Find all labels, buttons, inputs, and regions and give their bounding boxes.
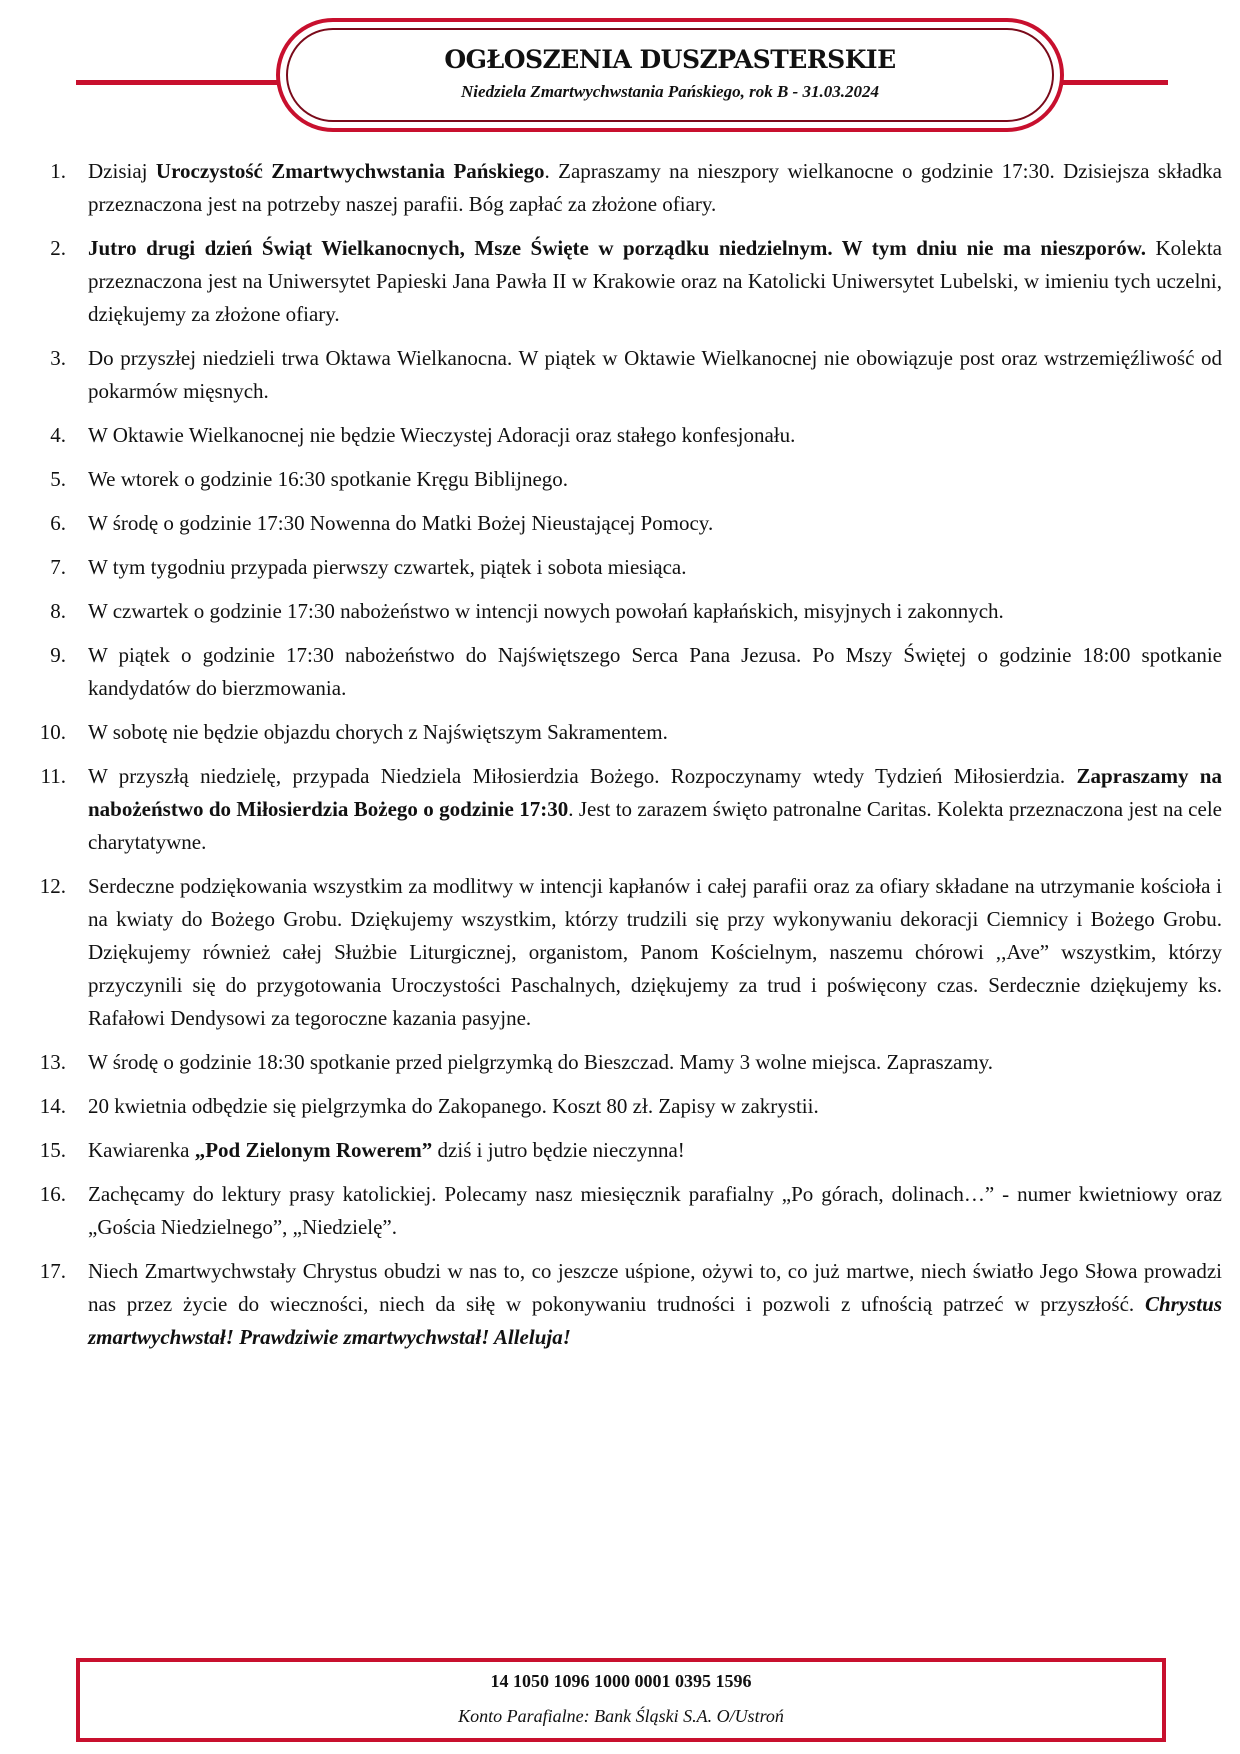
announcement-text bbox=[88, 419, 1222, 452]
announcement-item bbox=[22, 463, 1222, 496]
announcement-text bbox=[88, 155, 1222, 221]
announcement-item bbox=[22, 716, 1222, 749]
announcement-number: 15. bbox=[39, 1138, 66, 1162]
text-segment: dziś i jutro będzie nieczynna! bbox=[432, 1138, 685, 1162]
announcement-number: 13. bbox=[39, 1050, 66, 1074]
emphasized-text: Zapraszamy na nabożeństwo do Miłosierdzia Bożego o godzinie 17:30 bbox=[88, 764, 1222, 821]
text-segment: Serdeczne podziękowania wszystkim za modlitwy w intencji kapłanów i całej parafii oraz za ofiary składane na utrzymanie kościoła i na kwiaty do Bożego Grobu. Dziękujemy wszystkim, którzy trudzili się przy wykonywaniu dekoracji Ciemnicy i Bożego Grobu. Dziękujemy również całej Służbie Liturgicznej, organistom, Panom Kościelnym, naszemu chórowi ,,Ave” wszystkim, którzy przyczynili się do przygotowania Uroczystości Paschalnych, dziękujemy za trud i poświęcony czas. Serdecznie dziękujemy ks. Rafałowi Dendysowi za tegoroczne kazania pasyjne. bbox=[88, 874, 1222, 1030]
announcement-item bbox=[22, 1255, 1222, 1354]
text-segment: . Jest to zarazem święto patronalne Caritas. Kolekta przeznaczona jest na cele charytatywne. bbox=[88, 797, 1222, 854]
text-segment: W Oktawie Wielkanocnej nie będzie Wieczystej Adoracji oraz stałego konfesjonału. bbox=[88, 423, 796, 447]
announcement-number: 16. bbox=[39, 1182, 66, 1206]
announcement-item bbox=[22, 1134, 1222, 1167]
announcement-number: 9. bbox=[50, 643, 66, 667]
text-segment: Dzisiaj bbox=[88, 159, 156, 183]
text-segment: Do przyszłej niedzieli trwa Oktawa Wielkanocna. W piątek w Oktawie Wielkanocnej nie obowiązuje post oraz wstrzemięźliwość od pokarmów mięsnych. bbox=[88, 346, 1222, 403]
announcement-number: 1. bbox=[50, 159, 66, 183]
announcement-text bbox=[88, 507, 1222, 540]
announcement-number: 3. bbox=[50, 346, 66, 370]
announcements-list bbox=[22, 155, 1222, 1365]
announcement-number: 12. bbox=[39, 874, 66, 898]
announcement-item bbox=[22, 507, 1222, 540]
text-segment: W środę o godzinie 18:30 spotkanie przed pielgrzymką do Bieszczad. Mamy 3 wolne miejsca. Zapraszamy. bbox=[88, 1050, 994, 1074]
header-rule-left bbox=[76, 80, 286, 85]
text-segment: W tym tygodniu przypada pierwszy czwartek, piątek i sobota miesiąca. bbox=[88, 555, 687, 579]
text-segment: W przyszłą niedzielę, przypada Niedziela Miłosierdzia Bożego. Rozpoczynamy wtedy Tydzień Miłosierdzia. bbox=[88, 764, 1077, 788]
announcement-number: 5. bbox=[50, 467, 66, 491]
announcement-number: 6. bbox=[50, 511, 66, 535]
announcement-item bbox=[22, 419, 1222, 452]
header-banner-inner bbox=[286, 28, 1054, 122]
header-rule-right bbox=[1050, 80, 1168, 85]
text-segment: W czwartek o godzinie 17:30 nabożeństwo w intencji nowych powołań kapłańskich, misyjnych i zakonnych. bbox=[88, 599, 1004, 623]
announcement-text bbox=[88, 870, 1222, 1035]
announcement-number: 4. bbox=[50, 423, 66, 447]
announcement-item bbox=[22, 595, 1222, 628]
announcement-text bbox=[88, 232, 1222, 331]
announcement-item bbox=[22, 342, 1222, 408]
text-segment: We wtorek o godzinie 16:30 spotkanie Kręgu Biblijnego. bbox=[88, 467, 569, 491]
announcement-text bbox=[88, 1134, 1222, 1167]
announcement-text bbox=[88, 595, 1222, 628]
bank-account-box bbox=[76, 1658, 1166, 1742]
text-segment: Niech Zmartwychwstały Chrystus obudzi w nas to, co jeszcze uśpione, ożywi to, co już martwe, niech światło Jego Słowa prowadzi nas przez życie do wieczności, niech da siłę w pokonywaniu trudności i pozwoli z ufnością patrzeć w przyszłość. bbox=[88, 1259, 1222, 1316]
text-segment: W sobotę nie będzie objazdu chorych z Najświętszym Sakramentem. bbox=[88, 720, 668, 744]
announcement-text bbox=[88, 342, 1222, 408]
announcement-text bbox=[88, 760, 1222, 859]
announcement-item bbox=[22, 760, 1222, 859]
bank-account-number: 14 1050 1096 1000 0001 0395 1596 bbox=[490, 1671, 752, 1691]
emphasized-text: „Pod Zielonym Rowerem” bbox=[194, 1138, 433, 1162]
announcement-item bbox=[22, 232, 1222, 331]
announcement-item bbox=[22, 639, 1222, 705]
emphasized-text: Jutro drugi dzień Świąt Wielkanocnych, Msze Święte w porządku niedzielnym. W tym dniu nie ma nieszporów. bbox=[88, 236, 1147, 260]
announcement-number: 8. bbox=[50, 599, 66, 623]
announcement-item bbox=[22, 1046, 1222, 1079]
announcement-number: 17. bbox=[39, 1259, 66, 1283]
header-banner bbox=[276, 18, 1064, 132]
text-segment: W środę o godzinie 17:30 Nowenna do Matki Bożej Nieustającej Pomocy. bbox=[88, 511, 714, 535]
announcement-text bbox=[88, 1255, 1222, 1354]
page-title: OGŁOSZENIA DUSZPASTERSKIE bbox=[444, 44, 896, 74]
text-segment: . Zapraszamy na nieszpory wielkanocne o godzinie 17:30. Dzisiejsza składka przeznaczona jest na potrzeby naszej parafii. Bóg zapłać za złożone ofiary. bbox=[88, 159, 1223, 216]
announcement-number: 7. bbox=[50, 555, 66, 579]
announcement-number: 14. bbox=[39, 1094, 66, 1118]
announcement-item bbox=[22, 1178, 1222, 1244]
announcement-text bbox=[88, 1178, 1222, 1244]
announcement-text bbox=[88, 463, 1222, 496]
announcement-text bbox=[88, 1046, 1222, 1079]
text-segment: Kolekta przeznaczona jest na Uniwersytet Papieski Jana Pawła II w Krakowie oraz na Katolicki Uniwersytet Lubelski, w imieniu tych uczelni, dziękujemy za złożone ofiary. bbox=[88, 236, 1222, 326]
announcement-item bbox=[22, 1090, 1222, 1123]
announcement-item bbox=[22, 155, 1222, 221]
emphasized-text: Chrystus zmartwychwstał! Prawdziwie zmartwychwstał! Alleluja! bbox=[88, 1292, 1222, 1349]
announcement-number: 2. bbox=[50, 236, 66, 260]
announcement-number: 11. bbox=[40, 764, 66, 788]
announcement-number: 10. bbox=[39, 720, 66, 744]
announcement-item bbox=[22, 551, 1222, 584]
announcement-text bbox=[88, 551, 1222, 584]
text-segment: 20 kwietnia odbędzie się pielgrzymka do Zakopanego. Koszt 80 zł. Zapisy w zakrystii. bbox=[88, 1094, 819, 1118]
text-segment: Zachęcamy do lektury prasy katolickiej. Polecamy nasz miesięcznik parafialny „Po górach, dolinach…” - numer kwietniowy oraz „Gościa Niedzielnego”, „Niedzielę”. bbox=[88, 1182, 1222, 1239]
text-segment: W piątek o godzinie 17:30 nabożeństwo do Najświętszego Serca Pana Jezusa. Po Mszy Świętej o godzinie 18:00 spotkanie kandydatów do bierzmowania. bbox=[88, 643, 1222, 700]
page-subtitle: Niedziela Zmartwychwstania Pańskiego, rok B - 31.03.2024 bbox=[461, 81, 879, 101]
announcement-text bbox=[88, 639, 1222, 705]
bank-name: Konto Parafialne: Bank Śląski S.A. O/Ustroń bbox=[458, 1706, 784, 1726]
announcement-text bbox=[88, 716, 1222, 749]
emphasized-text: Uroczystość Zmartwychwstania Pańskiego bbox=[155, 159, 545, 183]
announcement-item bbox=[22, 870, 1222, 1035]
announcement-text bbox=[88, 1090, 1222, 1123]
text-segment: Kawiarenka bbox=[88, 1138, 195, 1162]
